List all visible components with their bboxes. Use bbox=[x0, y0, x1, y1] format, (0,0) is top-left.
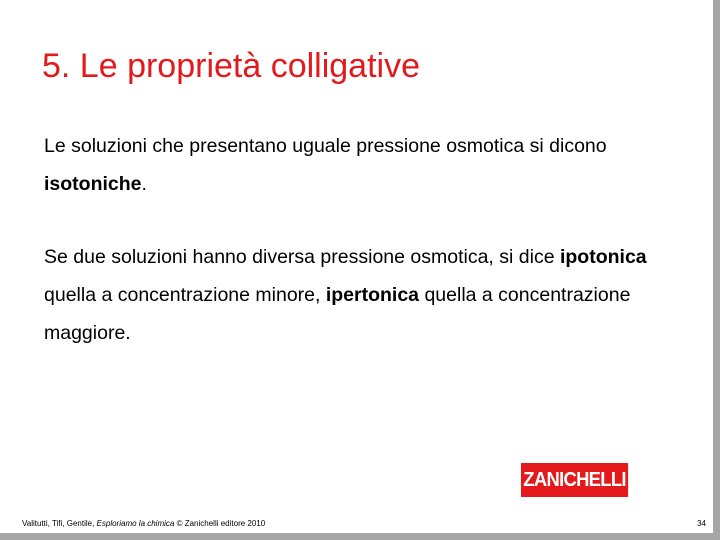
paragraph-2-text-1: Se due soluzioni hanno diversa pressione osmotica, si dice bbox=[44, 246, 560, 268]
paragraph-isotonic bbox=[44, 127, 684, 203]
footer-authors: Valitutti, Tifi, Gentile, bbox=[22, 519, 97, 528]
paragraph-1-end: . bbox=[141, 173, 147, 195]
paragraph-2-text-2: quella a concentrazione minore, bbox=[44, 284, 326, 306]
paragraph-1-text: Le soluzioni che presentano uguale pressione osmotica si dicono bbox=[44, 135, 607, 157]
logo-text: ZANICHELLI bbox=[523, 468, 626, 491]
footer-credits bbox=[22, 519, 265, 528]
term-ipotonica: ipotonica bbox=[559, 246, 647, 268]
term-ipertonica: ipertonica bbox=[325, 284, 420, 306]
page-number: 34 bbox=[697, 519, 706, 528]
zanichelli-logo bbox=[521, 463, 628, 497]
paragraph-2-text-3: quella a concentrazione maggiore. bbox=[44, 284, 631, 344]
footer-publisher: © Zanichelli editore 2010 bbox=[174, 519, 266, 528]
slide-title: 5. Le proprietà colligative bbox=[42, 47, 421, 85]
paragraph-hypo-hyper bbox=[44, 238, 684, 352]
footer-book-title: Esploriamo la chimica bbox=[96, 519, 175, 528]
term-isotoniche: isotoniche bbox=[44, 173, 142, 195]
